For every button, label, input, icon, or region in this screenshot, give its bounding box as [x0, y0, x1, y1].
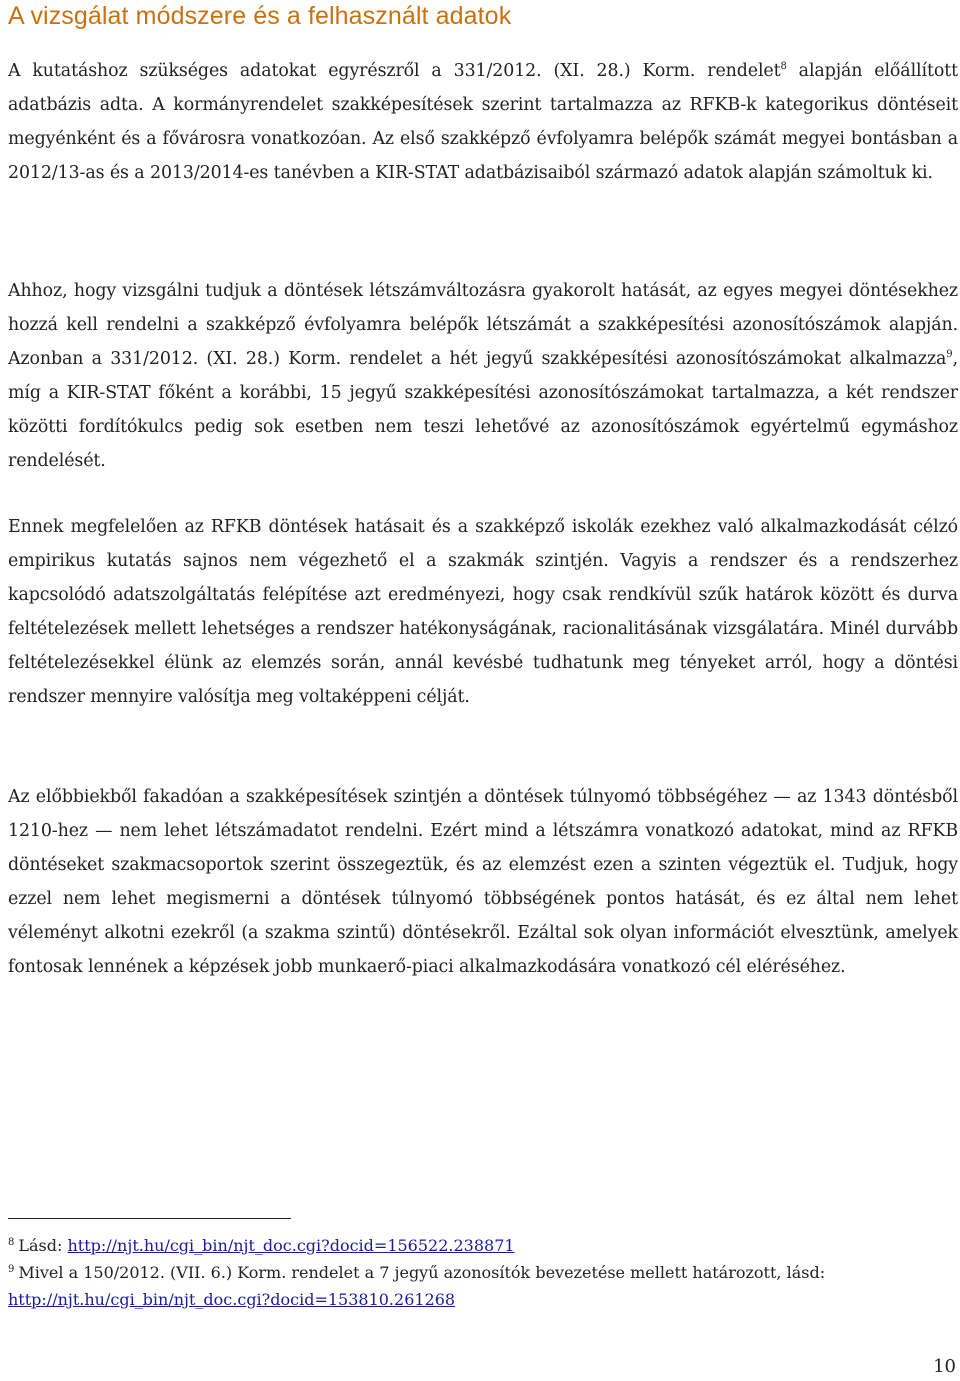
footnotes [8, 1232, 958, 1313]
footnote-8 [8, 1232, 958, 1259]
document-page [8, 0, 958, 1381]
footnote-ref-9[interactable]: 9 [946, 349, 953, 361]
footnote-number: 9 [8, 1263, 15, 1275]
footnote-text: Mivel a 150/2012. (VII. 6.) Korm. rendelet a 7 jegyű azonosítók bevezetése mellett határozott, lásd: [18, 1263, 826, 1282]
paragraph-aggregation: Az előbbiekből fakadóan a szakképesítések szintjén a döntések túlnyomó többségéhez — az 1343 döntésből 1210-hez — nem lehet létszámadatot rendelni. Ezért mind a létszámra vonatkozó adatokat, mind az RFKB döntéseket szakmacsoportok szerint összegeztük, és az elemzést ezen a szinten végeztük el. Tudjuk, hogy ezzel nem lehet megismerni a döntések túlnyomó többségének pontos hatását, és ez által nem lehet véleményt alkotni ezekről (a szakma szintű) döntésekről. Ezáltal sok olyan információt elvesztünk, amelyek fontosak lennének a képzések jobb munkaerő-piaci alkalmazkodására vonatkozó cél eléréséhez. [8, 787, 958, 977]
paragraph-text: A kutatáshoz szükséges adatokat egyrészről a 331/2012. (XI. 28.) Korm. rendelet [8, 61, 781, 81]
paragraph-text: Ahhoz, hogy vizsgálni tudjuk a döntések létszámváltozásra gyakorolt hatását, az egyes megyei döntésekhez hozzá kell rendelni a szakképző évfolyamra belépők létszámát a szakképesítési azonosítószámok alapján. Azonban a 331/2012. (XI. 28.) Korm. rendelet a hét jegyű szakképesítési azonosítószámokat alkalmazza [8, 281, 958, 369]
paragraph-text: alapján előállított adatbázis adta. A kormányrendelet szakképesítések szerint tartalmazza az RFKB-k kategorikus döntéseit megyénként és a fővárosra vonatkozóan. Az első szakképző évfolyamra belépők számát megyei bontásban a 2012/13-as és a 2013/2014-es tanévben a KIR-STAT adatbázisaiból származó adatok alapján számoltuk ki. [8, 61, 958, 183]
footnote-link[interactable]: http://njt.hu/cgi_bin/njt_doc.cgi?docid=156522.238871 [67, 1236, 515, 1255]
footnote-text: Lásd: [18, 1236, 68, 1255]
footnote-link[interactable]: http://njt.hu/cgi_bin/njt_doc.cgi?docid=153810.261268 [8, 1290, 456, 1309]
footnote-9 [8, 1259, 958, 1313]
paragraph-matching [8, 274, 958, 478]
footnote-number: 8 [8, 1236, 15, 1248]
paragraph-text: , míg a KIR-STAT főként a korábbi, 15 jegyű szakképesítési azonosítószámokat tartalmazza, a két rendszer közötti fordítókulcs pedig sok esetben nem teszi lehetővé az azonosítószámok egyértelmű egymáshoz rendelését. [8, 349, 958, 471]
footnote-ref-8[interactable]: 8 [780, 61, 787, 73]
page-number: 10 [933, 1356, 956, 1377]
paragraph-limitations: Ennek megfelelően az RFKB döntések hatásait és a szakképző iskolák ezekhez való alkalmazkodását célzó empirikus kutatás sajnos nem végezhető el a szakmák szintjén. Vagyis a rendszer és a rendszerhez kapcsolódó adatszolgáltatás felépítése azt eredményezi, hogy csak rendkívül szűk határok között és durva feltételezések mellett lehetséges a rendszer hatékonyságának, racionalitásának vizsgálatára. Minél durvább feltételezésekkel élünk az elemzés során, annál kevésbé tudhatunk meg tényeket arról, hogy a döntési rendszer mennyire valósítja meg voltaképpeni célját. [8, 517, 958, 707]
footnote-divider [8, 1218, 291, 1219]
paragraph-data-sources [8, 54, 958, 190]
section-heading: A vizsgálat módszere és a felhasznált adatok [8, 2, 512, 30]
